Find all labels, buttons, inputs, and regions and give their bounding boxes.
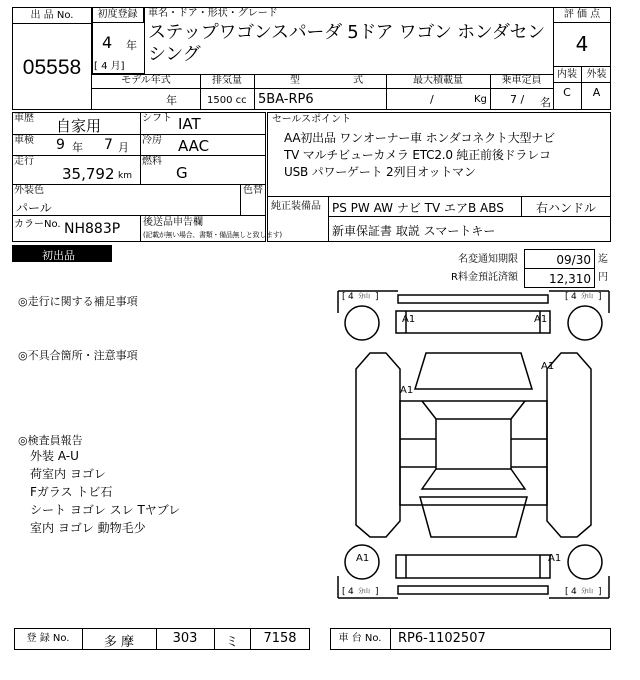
tire-fr-unit: 分山 — [581, 293, 594, 300]
displacement-value: 1500 cc — [207, 95, 247, 106]
roof — [436, 419, 511, 469]
first-reg-year-unit: 年 — [126, 39, 137, 52]
reg-area: 多 摩 — [103, 635, 135, 650]
shaken-year: 9 — [56, 137, 65, 153]
model-year-label: モデル年式 — [121, 75, 171, 86]
divider — [240, 184, 241, 215]
sales-label: セールスポイント — [272, 114, 352, 125]
inspector-line-5: 室内 ヨゴレ 動物毛少 — [30, 521, 146, 535]
warranty-value: 新車保証書 取説 スマートキー — [332, 224, 496, 238]
color-no-label: カラーNo. — [14, 219, 61, 230]
first-reg-label: 初度登録 — [92, 8, 144, 23]
first-listing-bar — [12, 245, 112, 262]
max-load-unit: Kg — [474, 94, 487, 105]
equip-value: PS PW AW ナビ TV エアB ABS — [332, 201, 504, 215]
first-reg-year: 4 — [102, 33, 113, 52]
sales-line-3: USB パワーゲート 2列目オットマン — [284, 165, 476, 179]
aircon-value: AAC — [178, 137, 210, 155]
divider — [254, 74, 255, 110]
tire-fl-depth: 4 — [348, 292, 354, 302]
tire-rr-depth: 4 — [571, 587, 577, 597]
interior-grade-label: 内装 — [553, 66, 582, 82]
damage-mark-front-right: A1 — [534, 314, 548, 325]
shaken-year-unit: 年 — [72, 141, 83, 154]
chassis-label: 車 台 No. — [338, 633, 382, 644]
doc-label: 後送品申告欄 — [143, 217, 203, 228]
history-label: 車歴 — [14, 113, 34, 124]
divider — [12, 134, 266, 135]
tire-rl-unit: 分山 — [358, 588, 371, 595]
capacity-value: 7 / — [510, 93, 525, 106]
tire-rr-unit: 分山 — [581, 588, 594, 595]
rear-gate — [396, 555, 550, 578]
tailgate — [420, 497, 527, 537]
tire-fl-bracket-close: ] — [375, 292, 379, 302]
inspector-line-2: 荷室内 ヨゴレ — [30, 467, 106, 481]
damage-mark-right-side: A1 — [541, 361, 555, 372]
side-left — [356, 353, 400, 537]
capacity-label: 乗車定員 — [501, 75, 542, 86]
transfer-value: 09/30 — [556, 253, 591, 267]
color-no-value: NH883P — [64, 221, 121, 237]
rear-bumper — [398, 586, 548, 594]
tire-fl-bracket-open: [ — [342, 292, 346, 302]
first-reg-month: [ 4 月] — [94, 61, 125, 72]
transfer-label: 名変通知期限 — [458, 254, 518, 265]
mileage-value: 35,792 — [62, 165, 115, 183]
chassis-value: RP6-1102507 — [398, 631, 486, 646]
side-right — [547, 353, 591, 537]
defect-note-label: ◎不具合箇所・注意事項 — [18, 349, 138, 362]
wheel-rear-right — [568, 545, 602, 579]
max-load-value: / — [430, 93, 434, 106]
tire-rl-bracket-close: ] — [375, 587, 379, 597]
handle-value: 右ハンドル — [535, 201, 596, 215]
inspector-label: ◎検査員報告 — [18, 434, 83, 447]
reg-label: 登 録 No. — [26, 633, 70, 644]
model-value: 5BA-RP6 — [258, 92, 314, 107]
front-grille — [396, 311, 550, 333]
divider — [390, 628, 391, 650]
tire-fr-depth: 4 — [571, 292, 577, 302]
hood — [415, 353, 532, 389]
model-year-unit: 年 — [166, 94, 177, 107]
shift-value: IAT — [178, 115, 201, 133]
tire-rl-depth: 4 — [348, 587, 354, 597]
exterior-grade: A — [582, 82, 611, 110]
first-listing-text: 初出品 — [42, 249, 75, 262]
displacement-label: 排気量 — [212, 75, 242, 86]
tire-rr-bracket-close: ] — [598, 587, 602, 597]
car-name: ステップワゴンスパーダ 5ドア ワゴン ホンダセンシング — [148, 22, 545, 65]
lot-no-value: 05558 — [22, 56, 82, 79]
divider — [140, 112, 141, 184]
damage-mark-rear-right: A1 — [548, 553, 562, 564]
model-label: 型 式 — [290, 75, 364, 86]
fuel-value: G — [176, 164, 188, 182]
tire-fr-bracket-close: ] — [598, 292, 602, 302]
tire-rl-bracket-open: [ — [342, 587, 346, 597]
inspector-line-3: Fガラス トビ石 — [30, 485, 113, 499]
mileage-label: 走行 — [14, 156, 34, 167]
divider — [328, 216, 611, 217]
aircon-label: 冷房 — [142, 135, 162, 146]
shaken-label: 車検 — [14, 135, 34, 146]
recycle-unit: 円 — [598, 272, 608, 283]
ext-color-value: パール — [16, 201, 52, 215]
shaken-month: 7 — [104, 137, 113, 153]
wheel-front-right — [568, 306, 602, 340]
transfer-unit: 迄 — [598, 254, 608, 265]
reg-kana: ミ — [225, 635, 239, 650]
shift-label: シフト — [142, 113, 172, 124]
header-row2-midline — [92, 88, 553, 89]
reg-class: 303 — [172, 631, 198, 646]
tire-rr-bracket-open: [ — [565, 587, 569, 597]
sales-line-2: TV マルチビューカメラ ETC2.0 純正前後ドラレコ — [284, 148, 551, 162]
car-name-label: 車名・ドア・形状・グレード — [148, 8, 278, 19]
ext-color-label: 外装色 — [14, 185, 44, 196]
windshield — [422, 401, 525, 419]
lot-no-label: 出 品 No. — [13, 9, 91, 24]
recycle-value: 12,310 — [549, 272, 591, 286]
divider — [328, 196, 329, 216]
sales-line-1: AA初出品 ワンオーナー車 ホンダコネクト大型ナビ — [284, 131, 555, 145]
divider — [328, 216, 329, 242]
mileage-unit: km — [118, 171, 132, 181]
capacity-unit: 名 — [540, 96, 551, 109]
history-value: 自家用 — [56, 117, 102, 135]
divider — [12, 155, 266, 156]
rear-window — [422, 469, 525, 489]
reg-number: 7158 — [263, 631, 297, 646]
tire-fr-bracket-open: [ — [565, 292, 569, 302]
interior-grade: C — [553, 82, 582, 110]
lot-no-cell — [12, 7, 92, 110]
damage-mark-left-side: A1 — [400, 385, 414, 396]
wheel-front-left — [345, 306, 379, 340]
shaken-month-unit: 月 — [118, 141, 129, 154]
divider — [140, 215, 141, 242]
transfer-box — [524, 249, 595, 269]
divider — [12, 184, 266, 185]
divider — [267, 196, 611, 197]
damage-mark-front-left: A1 — [402, 314, 416, 325]
recycle-box — [524, 268, 595, 288]
car-diagram — [336, 289, 611, 600]
tire-fl-unit: 分山 — [358, 293, 371, 300]
equip-label: 純正装備品 — [271, 201, 321, 212]
front-bumper — [398, 295, 548, 303]
drive-note-label: ◎走行に関する補足事項 — [18, 295, 138, 308]
exterior-grade-label: 外装 — [582, 66, 611, 82]
doc-note: (記載が無い場合、書類・備品無しと致します) — [143, 231, 282, 239]
fuel-label: 燃料 — [142, 156, 162, 167]
inspector-line-4: シート ヨゴレ スレ Tヤブレ — [30, 503, 181, 517]
recycle-label: R料金預託済額 — [451, 272, 518, 283]
max-load-label: 最大積載量 — [413, 75, 463, 86]
grade-value: 4 — [575, 32, 589, 56]
damage-mark-rear-left: A1 — [356, 553, 370, 564]
grade-label: 評 価 点 — [553, 8, 611, 23]
color-change-label: 色替 — [243, 185, 263, 196]
inspector-line-1: 外装 A-U — [30, 449, 79, 463]
